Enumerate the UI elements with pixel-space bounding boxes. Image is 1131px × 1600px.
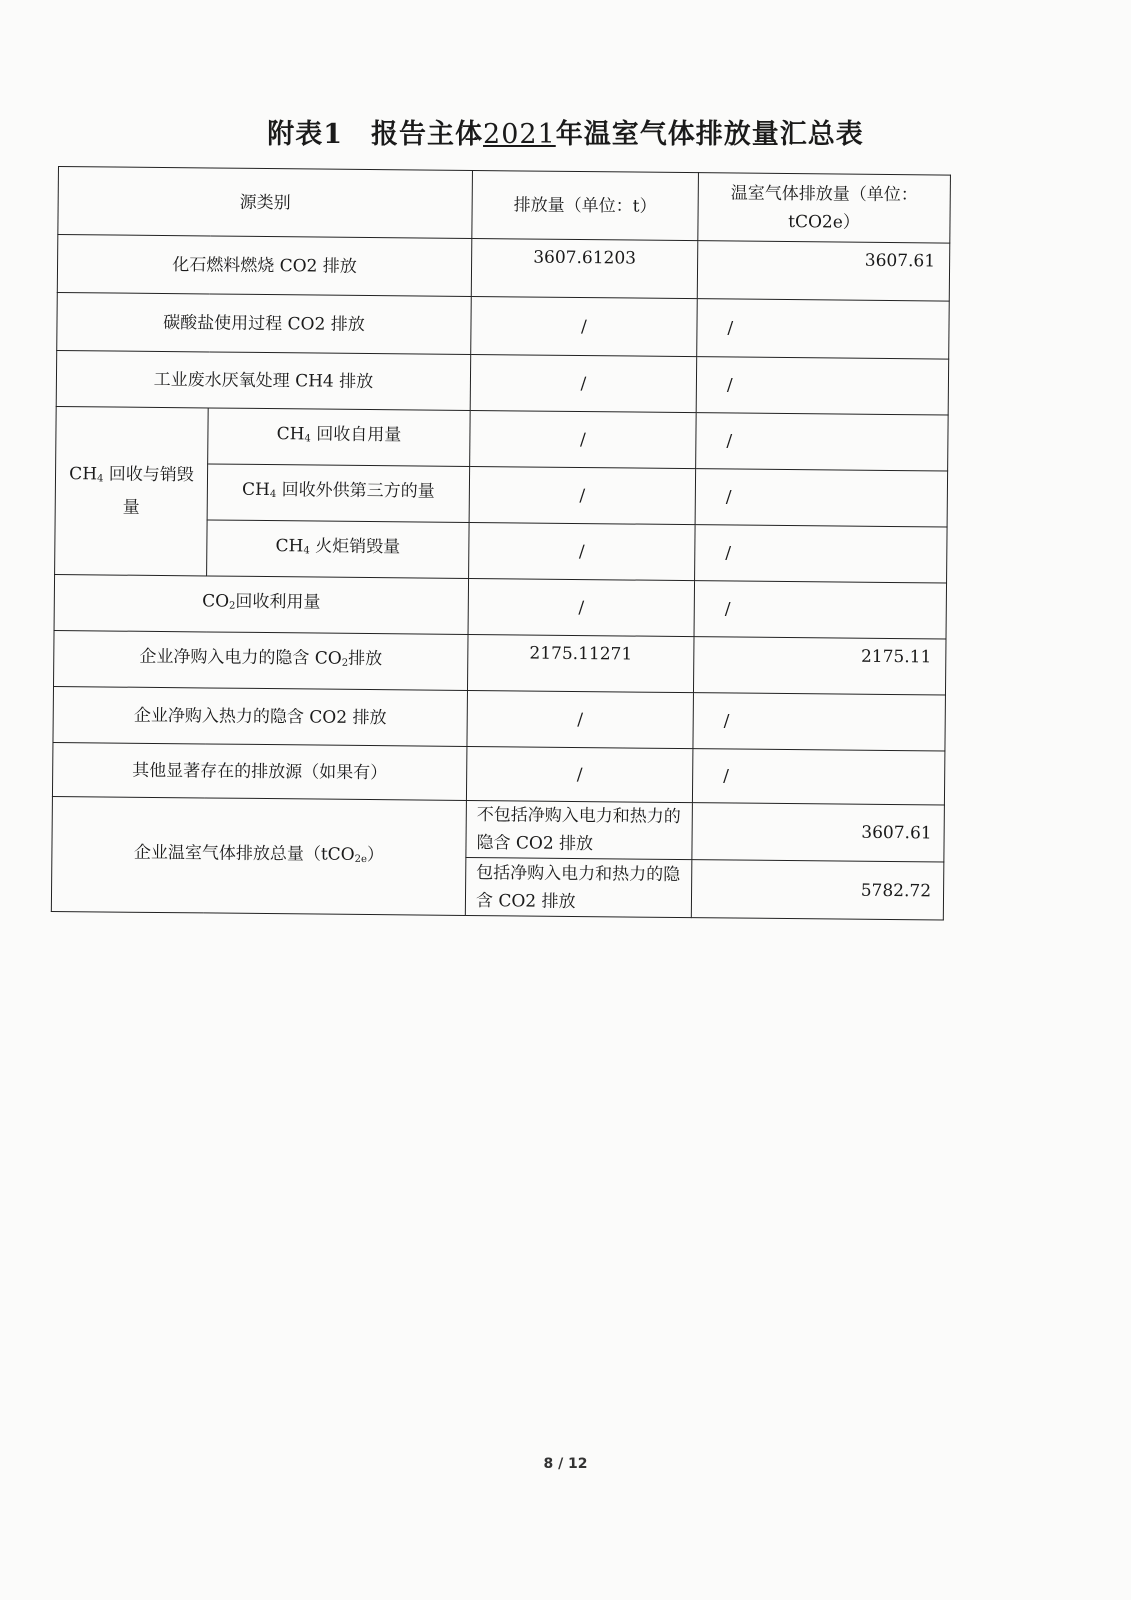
row-label: 化石燃料燃烧 CO2 排放	[57, 235, 472, 297]
ch4-item-label	[207, 464, 470, 523]
row-emission: /	[469, 466, 696, 524]
row-label-sub: 2	[341, 657, 349, 669]
row-emission: /	[471, 296, 698, 356]
title-year: 2021	[483, 119, 556, 150]
ch4-item-pre: CH	[275, 536, 304, 557]
table-row	[53, 686, 945, 751]
row-emission: 2175.11271	[467, 634, 694, 692]
table-row	[52, 742, 944, 805]
row-label: 工业废水厌氧处理 CH4 排放	[56, 350, 471, 410]
ch4-item-post: 回收自用量	[310, 424, 402, 446]
row-ghg: /	[694, 581, 947, 639]
total-excl-value: 3607.61	[692, 803, 945, 862]
row-emission: /	[467, 690, 694, 748]
ch4-group-pre: CH	[69, 464, 98, 485]
row-emission: /	[466, 746, 693, 802]
header-emission: 排放量（单位：t）	[472, 170, 699, 240]
row-label: 碳酸盐使用过程 CO2 排放	[57, 292, 472, 354]
row-emission: /	[470, 354, 697, 412]
page-number: 8 / 12	[543, 1456, 588, 1472]
table-row	[54, 574, 946, 639]
row-ghg: 2175.11	[693, 637, 946, 695]
title-prefix: 附表1 报告主体	[267, 119, 484, 150]
ch4-group-post: 回收与销毁量	[103, 464, 194, 518]
ch4-item-pre: CH	[276, 424, 305, 445]
total-label-pre: 企业温室气体排放总量（tCO	[133, 842, 355, 865]
row-emission: /	[468, 578, 695, 636]
row-emission: 3607.61203	[471, 238, 698, 298]
page-title	[0, 112, 1131, 151]
row-ghg: /	[695, 469, 948, 527]
row-ghg: /	[696, 357, 949, 415]
row-ghg: /	[693, 693, 946, 751]
table-row	[57, 235, 950, 302]
row-ghg: 3607.61	[697, 241, 950, 301]
row-label	[54, 574, 469, 634]
total-incl-value: 5782.72	[691, 860, 944, 920]
ch4-item-pre: CH	[241, 479, 271, 501]
row-ghg: /	[697, 299, 950, 359]
total-excl-label: 不包括净购入电力和热力的隐含 CO2 排放	[466, 800, 693, 859]
ch4-item-post: 回收外供第三方的量	[276, 480, 435, 502]
table-row	[56, 406, 948, 471]
row-emission: /	[469, 522, 696, 580]
total-incl-label: 包括净购入电力和热力的隐含 CO2 排放	[465, 857, 692, 917]
summary-table-wrap	[51, 166, 950, 921]
table-row	[56, 350, 948, 415]
row-label-post: 排放	[348, 648, 383, 670]
header-ghg: 温室气体排放量（单位：tCO2e）	[698, 173, 951, 243]
row-label-pre: CO	[202, 591, 230, 612]
header-source: 源类别	[58, 167, 473, 239]
row-label	[54, 630, 469, 690]
row-emission: /	[470, 410, 697, 468]
table-header-row	[58, 167, 951, 244]
total-label-post: ）	[366, 844, 385, 865]
table-row	[57, 292, 950, 359]
ch4-item-label	[208, 408, 471, 467]
total-label	[51, 796, 466, 915]
ch4-group-label	[55, 406, 209, 575]
ch4-item-sub: 4	[304, 433, 311, 445]
row-label-sub: 2	[229, 600, 236, 612]
table-row	[54, 630, 946, 695]
ch4-item-post: 火炬销毁量	[309, 536, 401, 558]
row-label: 其他显著存在的排放源（如果有）	[52, 742, 466, 800]
title-suffix: 年温室气体排放量汇总表	[555, 119, 864, 150]
ch4-item-sub: 4	[303, 545, 310, 557]
ch4-item-sub: 4	[269, 489, 277, 501]
table-row	[52, 796, 945, 862]
ch4-item-label	[207, 520, 470, 579]
row-ghg: /	[692, 749, 945, 805]
row-label: 企业净购入热力的隐含 CO2 排放	[53, 686, 468, 746]
ch4-group-sub: 4	[96, 473, 104, 485]
row-ghg: /	[696, 413, 949, 471]
row-label-post: 回收利用量	[235, 591, 321, 613]
row-label-pre: 企业净购入电力的隐含 CO	[139, 646, 342, 669]
row-ghg: /	[695, 525, 948, 583]
total-label-sub: 2e	[354, 853, 367, 865]
ghg-summary-table	[51, 166, 951, 921]
